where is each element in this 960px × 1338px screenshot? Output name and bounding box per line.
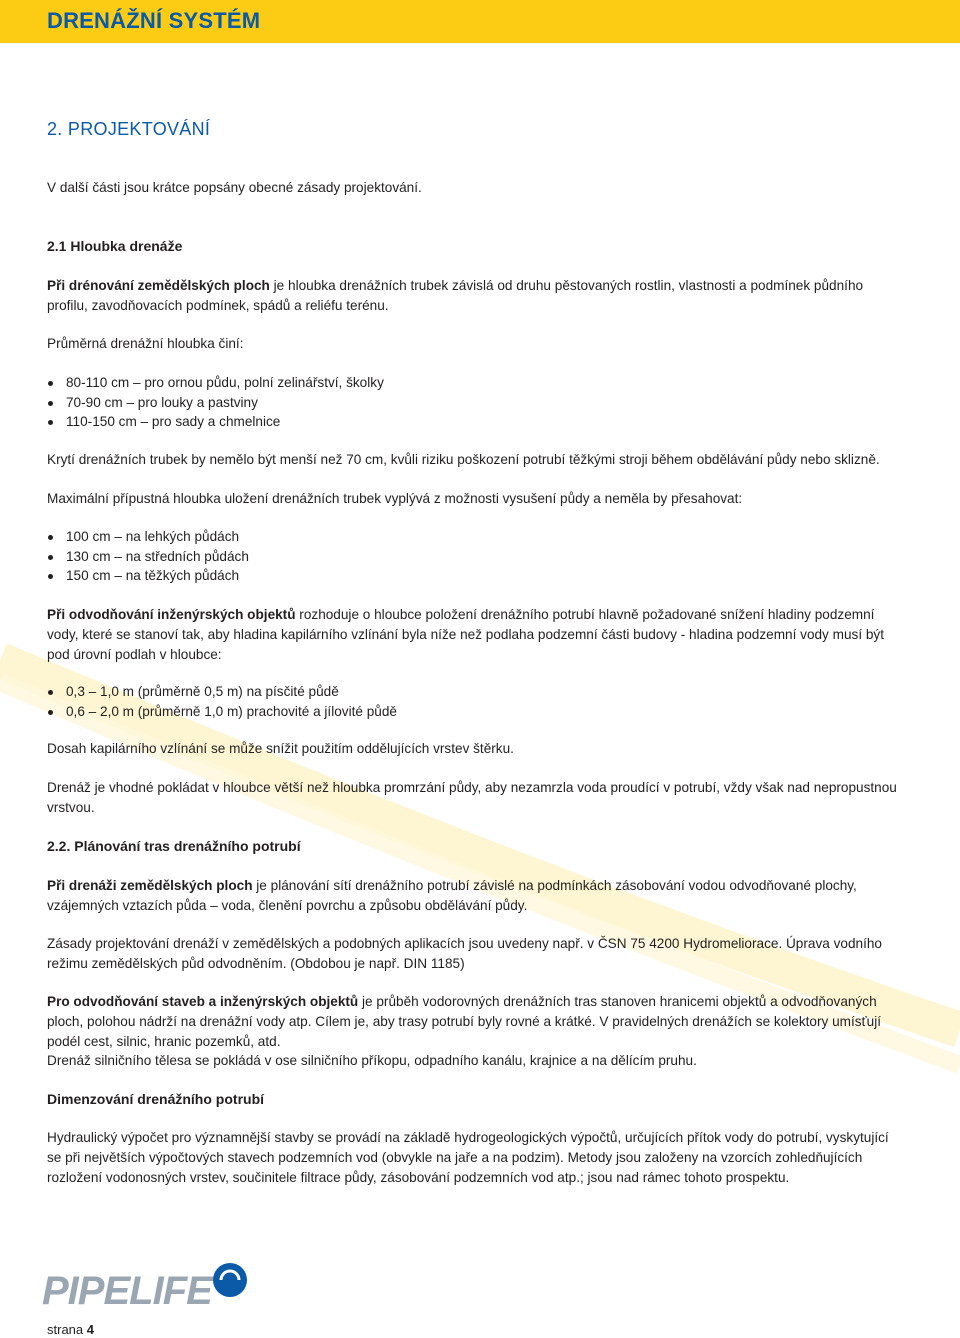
max-depth-label: Maximální přípustná hloubka uložení drenážních trubek vyplývá z možnosti vysušení půdy a neměla by přesahovat: [47,491,743,506]
paragraph-agri-drainage [47,876,897,916]
bold-lead: Pro odvodňování staveb a inženýrských objektů [47,994,359,1009]
bold-lead: Při drenáži zemědělských ploch [47,878,253,893]
paragraph-text: je hloubka drenážních trubek závislá od druhu pěstovaných rostlin, vlastnosti a podmínek půdního profilu, zavodňovacích podmínek, spádů a reliéfu terénu. [47,278,864,313]
page-footer [47,1322,94,1337]
header-bar [0,0,960,43]
max-depth-list [47,527,897,586]
list-item: 0,6 – 2,0 m (průměrně 1,0 m) prachovité a jílovité půdě [47,702,897,722]
section-title: 2. PROJEKTOVÁNÍ [47,119,211,139]
page-number: 4 [86,1322,94,1337]
depth-list [47,373,897,432]
bold-lead: Při odvodňování inženýrských objektů [47,607,296,622]
average-depth-label: Průměrná drenážní hloubka činí: [47,336,244,351]
logo-text: PIPELIFE [42,1269,212,1313]
list-item: 150 cm – na těžkých půdách [47,566,897,586]
paragraph-text: je plánování sítí drenážního potrubí závislé na podmínkách zásobování vodou odvodňované plochy, vzájemných vztazích půda – voda, členění povrchu a způsobu obdělávání půdy. [47,878,857,913]
list-item: 0,3 – 1,0 m (průměrně 0,5 m) na písčité půdě [47,682,897,702]
bold-lead: Při drénování zemědělských ploch [47,278,270,293]
list-item: 130 cm – na středních půdách [47,547,897,567]
soil-list [47,682,897,721]
footer-label: strana [47,1322,84,1337]
paragraph-buildings [47,992,897,1052]
paragraph-text: rozhoduje o hloubce položení drenážního potrubí hlavně požadované snížení hladiny podzemní vody, které se stanoví tak, aby hladina kapilárního vzlínání byla níže než podlaha podzemní části budovy - hladina podzemní vody musí být pod úrovní podlah v hloubce: [47,607,885,662]
list-item: 100 cm – na lehkých půdách [47,527,897,547]
list-item: 70-90 cm – pro louky a pastviny [47,393,897,413]
heading-2-1: 2.1 Hloubka drenáže [47,238,183,254]
paragraph-road: Drenáž silničního tělesa se pokládá v ose silničního příkopu, odpadního kanálu, krajnice a na dělícím pruhu. [47,1053,697,1068]
frost-paragraph: Drenáž je vhodné pokládat v hloubce větší než hloubka promrzání půdy, aby nezamrzla voda proudící v potrubí, vždy však nad nepropustnou vrstvou. [47,780,897,815]
paragraph-hydraulic: Hydraulický výpočet pro významnější stavby se provádí na základě hydrogeologických výpočtů, určujících přítok vody do potrubí, vyskytující se při největších výpočtových stavech podzemních vod (obvykle na jaře a na podzim). Metody jsou založeny na vzorcích zohledňujících rozložení vodonosných vrstev, součinitele filtrace půdy, zásobování podzemních vod atp.; jsou nad rámec tohoto prospektu. [47,1130,889,1185]
paragraph-drainage-fields [47,276,897,316]
logo-circle-icon [213,1263,247,1297]
heading-dimensioning: Dimenzování drenážního potrubí [47,1091,265,1107]
page-header-title: DRENÁŽNÍ SYSTÉM [47,8,261,33]
paragraph-engineering [47,605,897,665]
list-item: 80-110 cm – pro ornou půdu, polní zelinářství, školky [47,373,897,393]
cover-paragraph: Krytí drenážních trubek by nemělo být menší než 70 cm, kvůli riziku poškození potrubí těžkými stroji během obdělávání půdy nebo sklizně. [47,452,880,467]
pipelife-logo [40,1258,260,1314]
intro-paragraph: V další části jsou krátce popsány obecné zásady projektování. [47,180,422,195]
paragraph-text: je průběh vodorovných drenážních tras stanoven hranicemi objektů a odvodňovaných ploch, polohou nádrží na drenážní vody atp. Cílem je, aby trasy potrubí byly rovné a krátké. V pravidelných drenážích se kolektory umísťují podél cest, silnic, hranic pozemků, atd. [47,994,881,1049]
paragraph-rules: Zásady projektování drenáží v zemědělských a podobných aplikacích jsou uvedeny např. v ČSN 75 4200 Hydromeliorace. Úprava vodního režimu zemědělských půd odvodněním. (Obdobou je např. DIN 1185) [47,936,882,971]
heading-2-2: 2.2. Plánování tras drenážního potrubí [47,838,301,854]
capillary-paragraph: Dosah kapilárního vzlínání se může snížit použitím oddělujících vrstev štěrku. [47,741,514,756]
list-item: 110-150 cm – pro sady a chmelnice [47,412,897,432]
